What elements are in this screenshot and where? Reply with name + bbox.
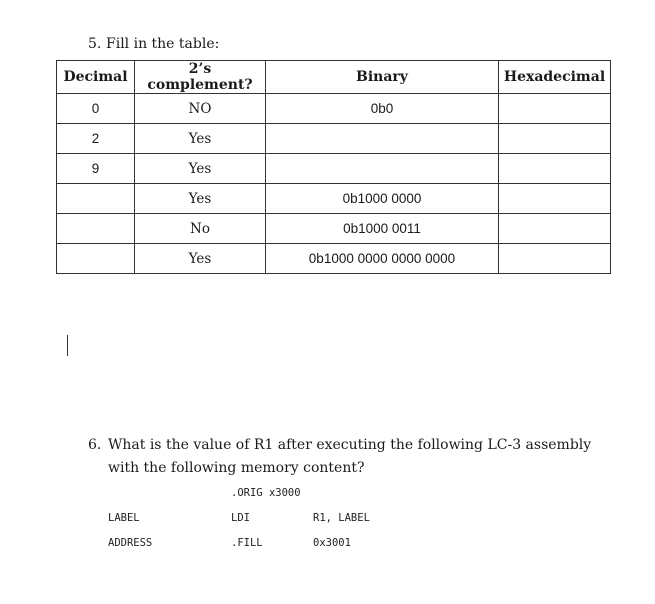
text-cursor bbox=[67, 335, 68, 356]
cell-binary[interactable]: 0b1000 0011 bbox=[266, 214, 499, 244]
code-line2-op: .FILL bbox=[231, 537, 263, 549]
cell-binary[interactable]: 0b1000 0000 0000 0000 bbox=[266, 244, 499, 274]
cell-hex[interactable] bbox=[499, 244, 611, 274]
cell-hex[interactable] bbox=[499, 154, 611, 184]
cell-twos[interactable]: Yes bbox=[135, 154, 266, 184]
header-decimal: Decimal bbox=[57, 61, 135, 94]
cell-twos[interactable]: Yes bbox=[135, 184, 266, 214]
question-5-number: 5. bbox=[88, 36, 102, 52]
table-row bbox=[57, 244, 611, 274]
cell-hex[interactable] bbox=[499, 184, 611, 214]
header-hexadecimal: Hexadecimal bbox=[499, 61, 611, 94]
question-5-text: Fill in the table: bbox=[106, 36, 220, 52]
table-row bbox=[57, 124, 611, 154]
cell-decimal[interactable]: 2 bbox=[57, 124, 135, 154]
cell-decimal[interactable] bbox=[57, 184, 135, 214]
cell-twos[interactable]: No bbox=[135, 214, 266, 244]
table-row bbox=[57, 214, 611, 244]
question-5-prompt bbox=[88, 36, 219, 52]
question-6-line2: with the following memory content? bbox=[108, 460, 365, 476]
code-line1-label: LABEL bbox=[108, 512, 140, 524]
header-binary: Binary bbox=[266, 61, 499, 94]
code-line2-label: ADDRESS bbox=[108, 537, 153, 549]
cell-twos[interactable]: Yes bbox=[135, 124, 266, 154]
cell-binary[interactable]: 0b0 bbox=[266, 94, 499, 124]
table-row bbox=[57, 94, 611, 124]
question-6-number: 6. bbox=[88, 437, 102, 453]
cell-binary[interactable] bbox=[266, 154, 499, 184]
code-line1-op: LDI bbox=[231, 512, 250, 524]
code-orig-address: x3000 bbox=[268, 487, 301, 499]
header-twos-complement: 2’s complement? bbox=[135, 61, 266, 94]
table-row bbox=[57, 184, 611, 214]
cell-hex[interactable] bbox=[499, 94, 611, 124]
code-orig-directive: .ORIG bbox=[231, 487, 263, 499]
table-header-row bbox=[57, 61, 611, 94]
table-row bbox=[57, 154, 611, 184]
code-line1-args: R1, LABEL bbox=[313, 512, 370, 524]
cell-binary[interactable]: 0b1000 0000 bbox=[266, 184, 499, 214]
cell-decimal[interactable]: 0 bbox=[57, 94, 135, 124]
question-6-prompt bbox=[88, 434, 608, 480]
cell-decimal[interactable] bbox=[57, 244, 135, 274]
cell-twos[interactable]: NO bbox=[135, 94, 266, 124]
cell-decimal[interactable] bbox=[57, 214, 135, 244]
cell-hex[interactable] bbox=[499, 124, 611, 154]
conversion-table bbox=[56, 60, 611, 274]
cell-binary[interactable] bbox=[266, 124, 499, 154]
cell-decimal[interactable]: 9 bbox=[57, 154, 135, 184]
cell-twos[interactable]: Yes bbox=[135, 244, 266, 274]
code-line2-args: 0x3001 bbox=[313, 537, 351, 549]
cell-hex[interactable] bbox=[499, 214, 611, 244]
code-orig-line bbox=[231, 487, 301, 499]
question-6-line1: What is the value of R1 after executing the following LC-3 assembly bbox=[108, 437, 592, 453]
